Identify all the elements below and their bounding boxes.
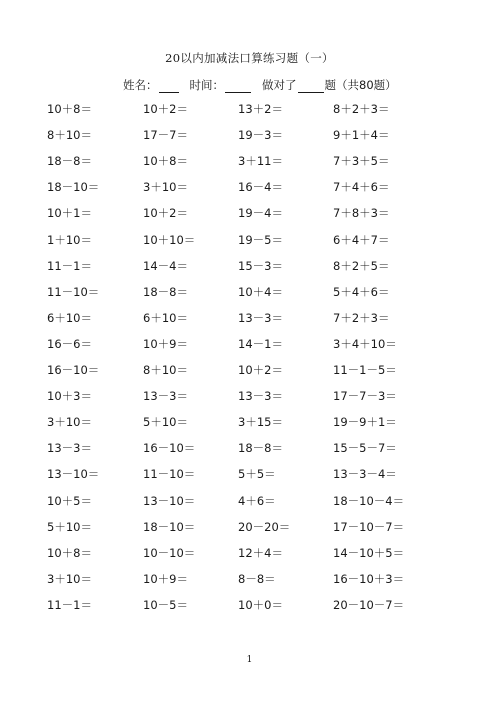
problem-r1-c3: 13＋2＝ <box>238 102 283 116</box>
problem-r19-c2: 10＋9＝ <box>143 571 188 586</box>
problem-r9-c2: 6＋10＝ <box>143 310 188 325</box>
problem-r4-c2: 3＋10＝ <box>143 180 188 195</box>
problem-r16-c4: 18－10－4＝ <box>333 493 405 508</box>
problem-r2-c2: 17－7＝ <box>143 128 188 143</box>
problem-r1-c1: 10＋8＝ <box>47 102 92 116</box>
problem-r5-c1: 10＋1＝ <box>47 206 92 221</box>
problem-r9-c3: 13－3＝ <box>238 310 283 325</box>
problem-r2-c3: 19－3＝ <box>238 128 283 143</box>
problem-r17-c1: 5＋10＝ <box>47 519 92 534</box>
problem-r3-c4: 7＋3＋5＝ <box>333 154 390 169</box>
problem-r12-c3: 13－3＝ <box>238 389 283 404</box>
problem-r12-c4: 17－7－3＝ <box>333 389 397 404</box>
problem-r15-c4: 13－3－4＝ <box>333 467 397 482</box>
problem-r3-c3: 3＋11＝ <box>238 154 283 169</box>
problem-r4-c3: 16－4＝ <box>238 180 283 195</box>
problem-r11-c4: 11－1－5＝ <box>333 363 397 377</box>
problem-r10-c1: 16－6＝ <box>47 336 92 351</box>
problem-r16-c3: 4＋6＝ <box>238 493 276 508</box>
problem-r5-c4: 7＋8＋3＝ <box>333 206 390 221</box>
problem-r12-c1: 10＋3＝ <box>47 389 92 404</box>
problem-r4-c4: 7＋4＋6＝ <box>333 180 390 195</box>
problem-r5-c3: 19－4＝ <box>238 206 283 221</box>
problem-r13-c1: 3＋10＝ <box>47 415 92 430</box>
problem-r1-c4: 8＋2＋3＝ <box>333 102 390 116</box>
problem-r7-c4: 8＋2＋5＝ <box>333 258 390 273</box>
problem-r15-c3: 5＋5＝ <box>238 467 276 482</box>
problem-r8-c4: 5＋4＋6＝ <box>333 284 390 299</box>
name-label: 姓名： <box>123 78 158 92</box>
problem-r4-c1: 18－10＝ <box>47 180 100 195</box>
problem-r14-c4: 15－5－7＝ <box>333 441 397 456</box>
problem-r5-c2: 10＋2＝ <box>143 206 188 221</box>
problem-r17-c2: 18－10＝ <box>143 519 196 534</box>
problem-r3-c2: 10＋8＝ <box>143 154 188 169</box>
problem-r8-c1: 11－10＝ <box>47 284 100 299</box>
problem-r18-c1: 10＋8＝ <box>47 545 92 560</box>
problem-r17-c3: 20－20＝ <box>238 519 291 534</box>
problem-r13-c4: 19－9＋1＝ <box>333 415 397 430</box>
problem-r13-c2: 5＋10＝ <box>143 415 188 430</box>
problem-r18-c2: 10－10＝ <box>143 545 196 560</box>
problem-r10-c4: 3＋4＋10＝ <box>333 336 397 351</box>
problem-r7-c1: 11－1＝ <box>47 258 92 273</box>
problem-r12-c2: 13－3＝ <box>143 389 188 404</box>
problem-r20-c3: 10＋0＝ <box>238 597 283 612</box>
problem-r10-c2: 10＋9＝ <box>143 336 188 351</box>
problem-r6-c4: 6＋4＋7＝ <box>333 232 390 247</box>
problem-r13-c3: 3＋15＝ <box>238 415 283 430</box>
problem-r1-c2: 10＋2＝ <box>143 102 188 116</box>
problem-r6-c2: 10＋10＝ <box>143 232 196 247</box>
problem-r16-c1: 10＋5＝ <box>47 493 92 508</box>
problem-r20-c4: 20－10－7＝ <box>333 597 405 612</box>
problem-r18-c4: 14－10＋5＝ <box>333 545 405 560</box>
problem-r19-c3: 8－8＝ <box>238 571 276 586</box>
problem-r14-c3: 18－8＝ <box>238 441 283 456</box>
problem-r11-c1: 16－10＝ <box>47 363 100 377</box>
problem-r8-c2: 18－8＝ <box>143 284 188 299</box>
problem-r15-c2: 11－10＝ <box>143 467 196 482</box>
problem-r10-c3: 14－1＝ <box>238 336 283 351</box>
problem-r20-c2: 10－5＝ <box>143 597 188 612</box>
correct-label: 做对了 <box>262 78 297 92</box>
problem-r9-c1: 6＋10＝ <box>47 310 92 325</box>
problem-r18-c3: 12＋4＝ <box>238 545 283 560</box>
problem-r20-c1: 11－1＝ <box>47 597 92 612</box>
problem-r14-c1: 13－3＝ <box>47 441 92 456</box>
problem-r11-c3: 10＋2＝ <box>238 363 283 377</box>
problem-r6-c3: 19－5＝ <box>238 232 283 247</box>
problem-r7-c3: 15－3＝ <box>238 258 283 273</box>
worksheet-title: 20以内加减法口算练习题（一） <box>165 51 334 65</box>
time-label: 时间： <box>189 78 224 92</box>
problem-r2-c1: 8＋10＝ <box>47 128 92 143</box>
page-number: 1 <box>246 655 253 665</box>
problem-r15-c1: 13－10＝ <box>47 467 100 482</box>
total-label: 题（共80题） <box>324 78 397 92</box>
problem-r7-c2: 14－4＝ <box>143 258 188 273</box>
problem-r11-c2: 8＋10＝ <box>143 363 188 377</box>
problem-r14-c2: 16－10＝ <box>143 441 196 456</box>
problem-r17-c4: 17－10－7＝ <box>333 519 405 534</box>
problem-r2-c4: 9＋1＋4＝ <box>333 128 390 143</box>
problem-r19-c4: 16－10＋3＝ <box>333 571 405 586</box>
problem-r19-c1: 3＋10＝ <box>47 571 92 586</box>
problem-r3-c1: 18－8＝ <box>47 154 92 169</box>
problem-r6-c1: 1＋10＝ <box>47 232 92 247</box>
problem-r16-c2: 13－10＝ <box>143 493 196 508</box>
problem-r9-c4: 7＋2＋3＝ <box>333 310 390 325</box>
problem-r8-c3: 10＋4＝ <box>238 284 283 299</box>
